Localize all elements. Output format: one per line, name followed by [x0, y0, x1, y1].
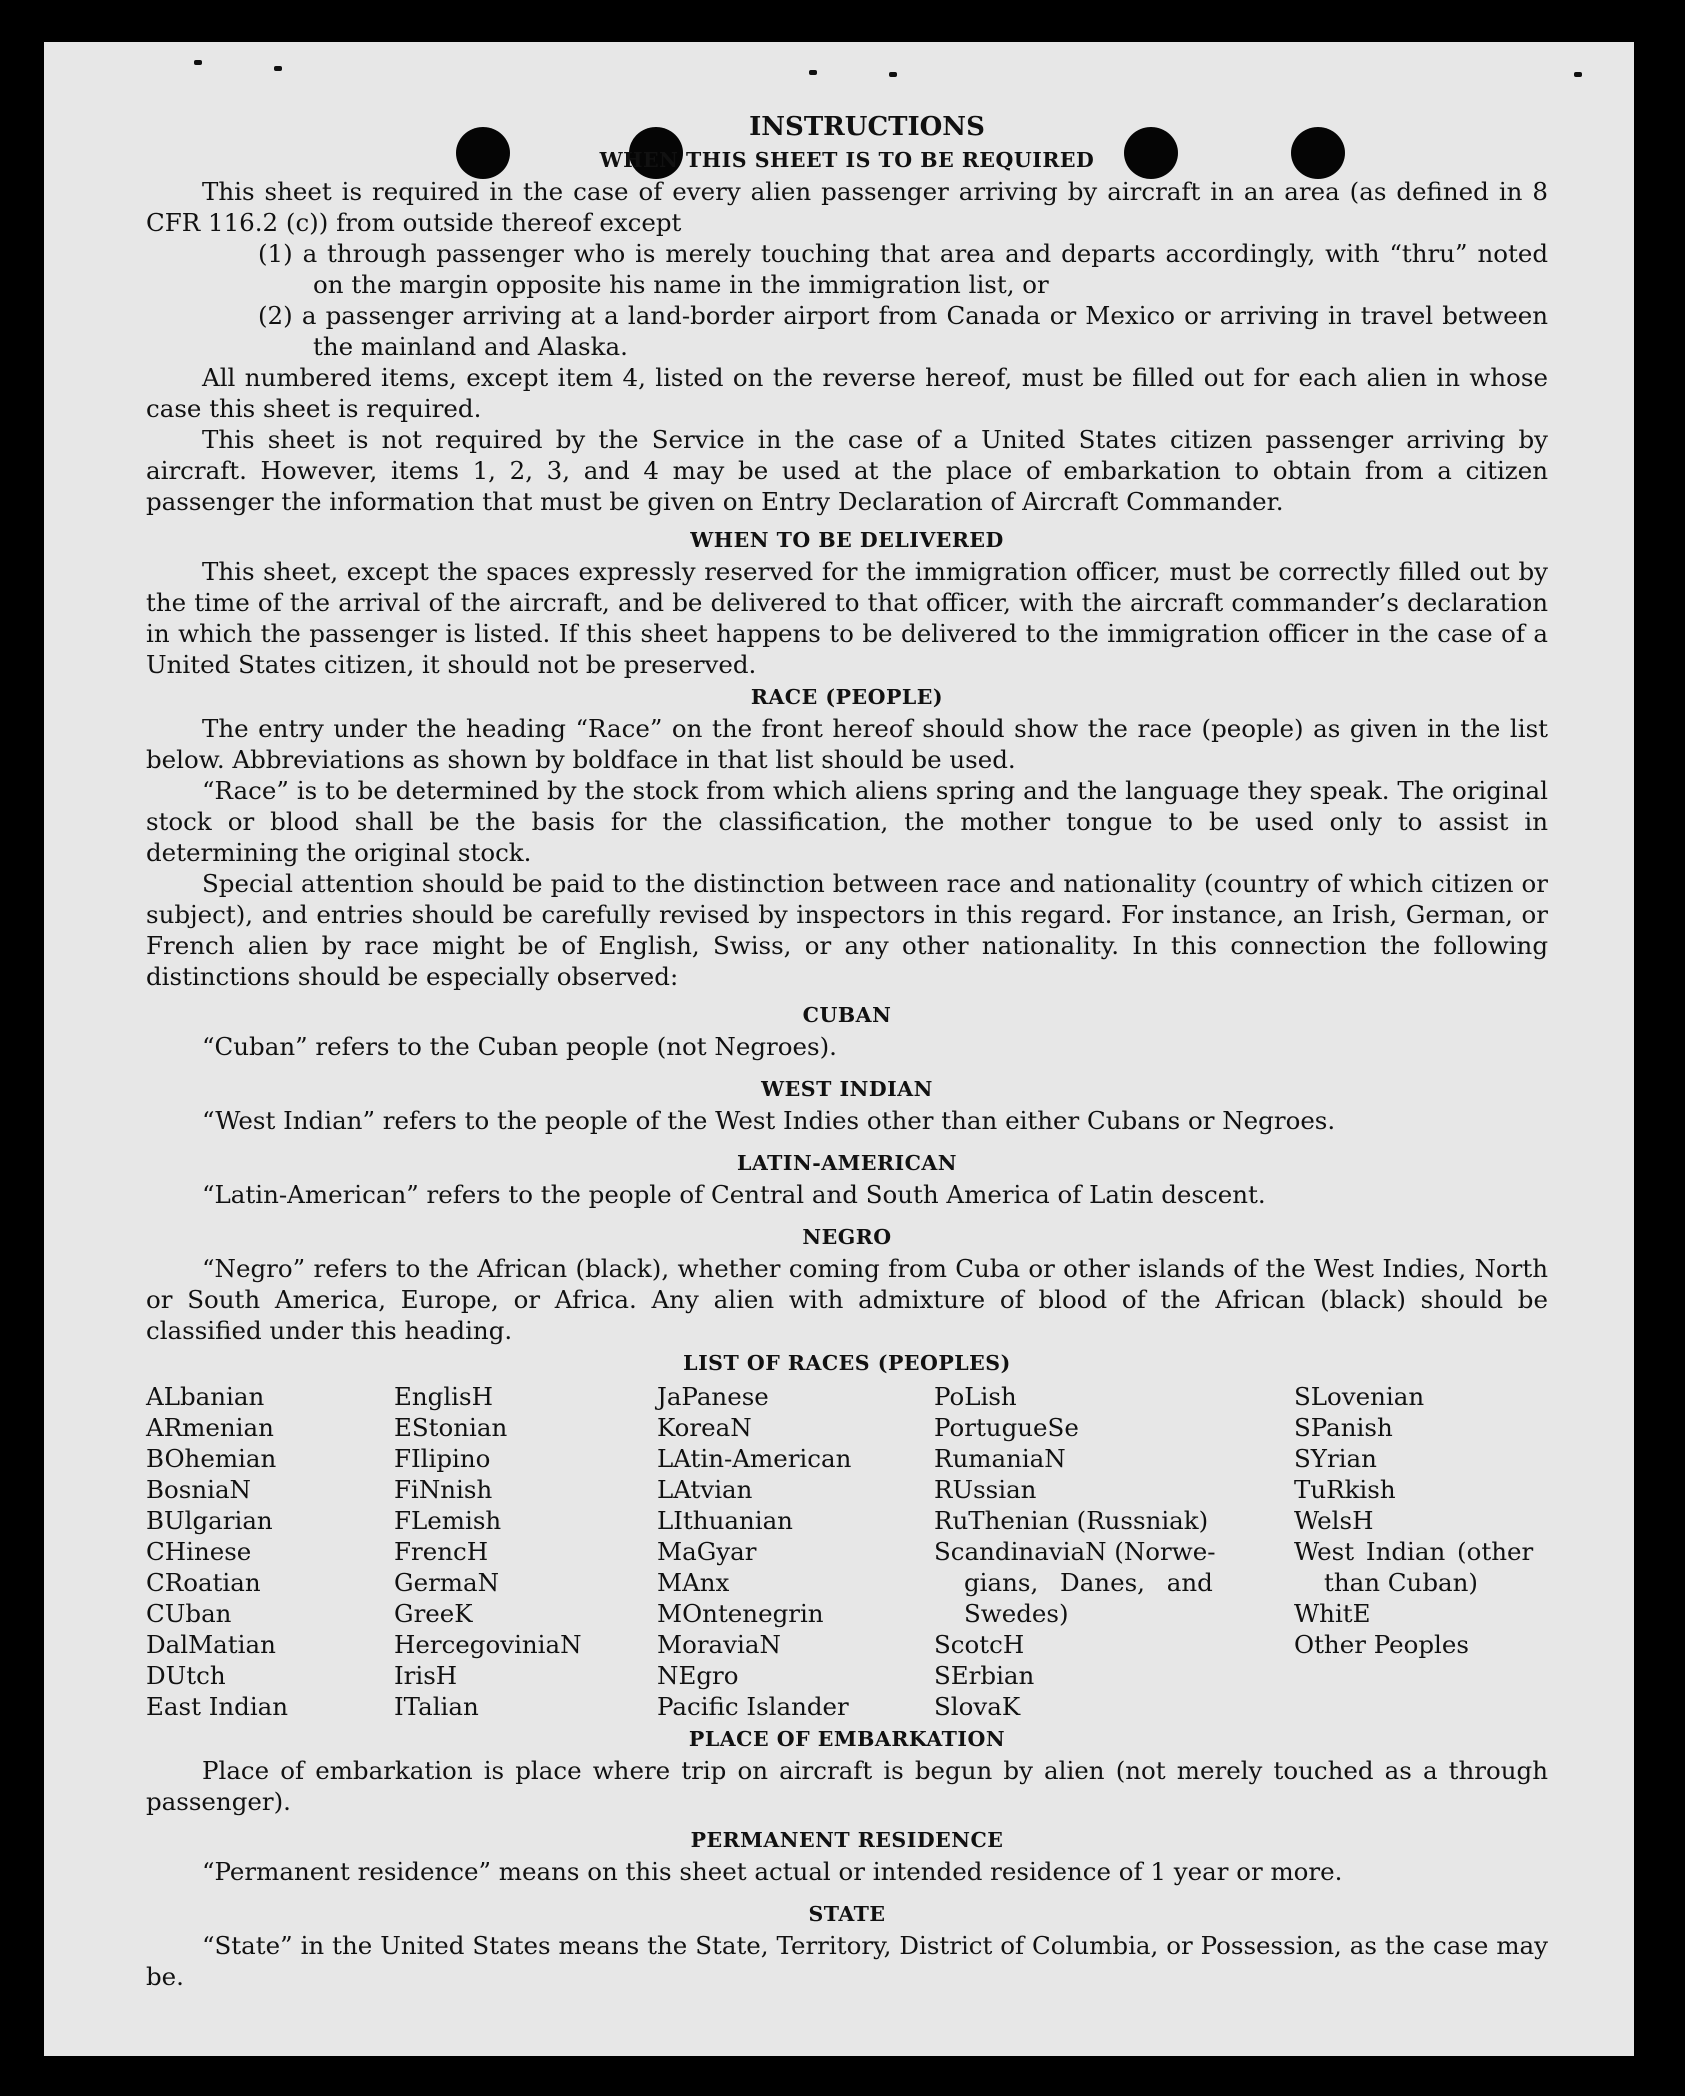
race-entry: EnglisH	[394, 1382, 493, 1411]
section-heading-list-of-races: LIST OF RACES (PEOPLES)	[683, 1351, 1011, 1375]
instructions-body	[146, 112, 1548, 1992]
race-entry: ITalian	[394, 1692, 479, 1721]
race-entry: LIthuanian	[657, 1506, 793, 1535]
race-entry: PoLish	[934, 1382, 1017, 1411]
paragraph: This sheet is not required by the Service in the case of a United States citizen passenger arriving by aircraft. However, items 1, 2, 3, and 4 may be used at the place of embarkation to obtain from a citizen passenger the information that must be given on Entry Declaration of Aircraft Commander.	[146, 425, 1548, 516]
race-entry: MaGyar	[657, 1537, 757, 1566]
paragraph: “Permanent residence” means on this sheet actual or intended residence of 1 year or more.	[202, 1857, 1343, 1886]
race-column	[146, 1381, 394, 1722]
race-entry-continued: gians, Danes, and	[964, 1568, 1213, 1597]
race-entry: DalMatian	[146, 1630, 276, 1659]
race-entry: BUlgarian	[146, 1506, 273, 1535]
race-entry: GermaN	[394, 1568, 500, 1597]
race-entry: LAtvian	[657, 1475, 753, 1504]
race-entry-continued: Swedes)	[964, 1599, 1069, 1628]
race-entry: CHinese	[146, 1537, 252, 1566]
race-entry: RuThenian (Russniak)	[934, 1506, 1209, 1535]
section-heading-cuban: CUBAN	[802, 1003, 892, 1027]
paragraph: “Race” is to be determined by the stock from which aliens spring and the language they speak. The original stock or blood shall be the basis for the classification, the mother tongue to be used only to assist in determining the original stock.	[146, 776, 1548, 867]
race-entry: IrisH	[394, 1661, 458, 1690]
race-entry: Other Peoples	[1294, 1630, 1469, 1659]
race-entry: SYrian	[1294, 1444, 1377, 1473]
race-entry-continued: than Cuban)	[1324, 1568, 1478, 1597]
race-column	[1294, 1381, 1548, 1722]
race-entry: DUtch	[146, 1661, 226, 1690]
race-entry: NEgro	[657, 1661, 739, 1690]
race-entry: FLemish	[394, 1506, 502, 1535]
race-column	[934, 1381, 1294, 1722]
race-list	[146, 1381, 1548, 1722]
speck	[1574, 72, 1582, 77]
section-heading-negro: NEGRO	[802, 1225, 892, 1249]
speck	[274, 66, 282, 71]
race-entry: SErbian	[934, 1661, 1035, 1690]
race-entry: RumaniaN	[934, 1444, 1066, 1473]
race-entry: BOhemian	[146, 1444, 277, 1473]
paragraph: Place of embarkation is place where trip on aircraft is begun by alien (not merely touched as a through passenger).	[146, 1756, 1548, 1816]
paragraph: This sheet, except the spaces expressly reserved for the immigration officer, must be correctly filled out by the time of the arrival of the aircraft, and be delivered to that officer, with the aircraft commander’s declaration in which the passenger is listed. If this sheet happens to be delivered to the immigration officer in the case of a United States citizen, it should not be preserved.	[146, 557, 1548, 679]
section-heading-state: STATE	[808, 1902, 886, 1926]
race-entry: SLovenian	[1294, 1382, 1425, 1411]
section-heading-delivered: WHEN TO BE DELIVERED	[690, 528, 1004, 552]
race-entry: FrencH	[394, 1537, 489, 1566]
race-entry: EStonian	[394, 1413, 508, 1442]
race-entry: BosniaN	[146, 1475, 251, 1504]
section-heading-latin-american: LATIN-AMERICAN	[736, 1151, 958, 1175]
paragraph: “Negro” refers to the African (black), whether coming from Cuba or other islands of the West Indies, North or South America, Europe, or Africa. Any alien with admixture of blood of the African (black) should be classified under this heading.	[146, 1254, 1548, 1345]
speck	[809, 70, 817, 75]
race-entry: SlovaK	[934, 1692, 1021, 1721]
list-item: (1) a through passenger who is merely touching that area and departs accordingly, with “thru” noted on the margin opposite his name in the immigration list, or	[258, 239, 1548, 299]
section-heading-permanent-residence: PERMANENT RESIDENCE	[690, 1828, 1004, 1852]
race-entry: ScandinaviaN (Norwe-	[934, 1537, 1216, 1566]
paragraph: All numbered items, except item 4, listed on the reverse hereof, must be filled out for each alien in whose case this sheet is required.	[146, 363, 1548, 423]
race-entry: East Indian	[146, 1692, 289, 1721]
race-entry: ARmenian	[146, 1413, 274, 1442]
section-heading-west-indian: WEST INDIAN	[761, 1077, 933, 1101]
race-entry: PortugueSe	[934, 1413, 1079, 1442]
list-item: (2) a passenger arriving at a land-border airport from Canada or Mexico or arriving in travel between the mainland and Alaska.	[258, 301, 1548, 361]
page-title: INSTRUCTIONS	[749, 112, 985, 142]
race-column	[657, 1381, 934, 1722]
race-entry: HercegoviniaN	[394, 1630, 582, 1659]
race-entry: WelsH	[1294, 1506, 1374, 1535]
race-entry: Pacific Islander	[657, 1692, 849, 1721]
race-entry: West Indian (other	[1294, 1537, 1534, 1566]
paragraph: The entry under the heading “Race” on the front hereof should show the race (people) as given in the list below. Abbreviations as shown by boldface in that list should be used.	[146, 714, 1548, 774]
speck	[889, 72, 897, 77]
race-entry: CRoatian	[146, 1568, 261, 1597]
race-entry: MoraviaN	[657, 1630, 781, 1659]
race-entry: MOntenegrin	[657, 1599, 824, 1628]
section-heading-race: RACE (PEOPLE)	[750, 685, 944, 709]
section-heading-required: WHEN THIS SHEET IS TO BE REQUIRED	[599, 148, 1095, 172]
paragraph: “Cuban” refers to the Cuban people (not Negroes).	[202, 1032, 837, 1061]
race-entry: MAnx	[657, 1568, 730, 1597]
race-entry: SPanish	[1294, 1413, 1393, 1442]
race-entry: CUban	[146, 1599, 232, 1628]
paragraph: Special attention should be paid to the distinction between race and nationality (country of which citizen or subject), and entries should be carefully revised by inspectors in this regard. For instance, an Irish, German, or French alien by race might be of English, Swiss, or any other nationality. In this connection the following distinctions should be especially observed:	[146, 869, 1548, 991]
race-entry: WhitE	[1294, 1599, 1371, 1628]
paragraph: This sheet is required in the case of every alien passenger arriving by aircraft in an area (as defined in 8 CFR 116.2 (c)) from outside thereof except	[146, 177, 1548, 237]
race-entry: JaPanese	[657, 1382, 769, 1411]
race-entry: LAtin-American	[657, 1444, 852, 1473]
race-entry: GreeK	[394, 1599, 473, 1628]
race-entry: KoreaN	[657, 1413, 752, 1442]
paragraph: “State” in the United States means the State, Territory, District of Columbia, or Possession, as the case may be.	[146, 1931, 1548, 1991]
paragraph: “West Indian” refers to the people of the West Indies other than either Cubans or Negroes.	[202, 1106, 1336, 1135]
race-entry: FiNnish	[394, 1475, 493, 1504]
race-entry: FIlipino	[394, 1444, 491, 1473]
race-entry: RUssian	[934, 1475, 1037, 1504]
speck	[194, 60, 202, 65]
paragraph: “Latin-American” refers to the people of Central and South America of Latin descent.	[202, 1180, 1266, 1209]
race-entry: ALbanian	[146, 1382, 265, 1411]
section-heading-embarkation: PLACE OF EMBARKATION	[688, 1727, 1006, 1751]
race-entry: ScotcH	[934, 1630, 1025, 1659]
race-column	[394, 1381, 657, 1722]
race-entry: TuRkish	[1294, 1475, 1396, 1504]
